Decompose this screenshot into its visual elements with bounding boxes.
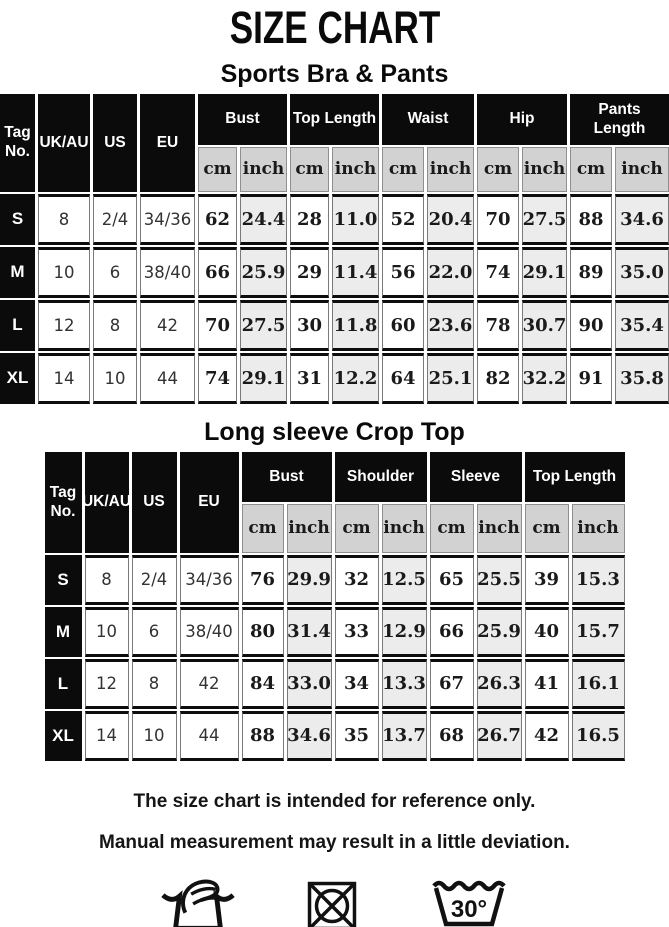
size-value: 10 <box>93 353 137 404</box>
cm-value: 40 <box>525 607 569 657</box>
table-title-long-sleeve-crop-top: Long sleeve Crop Top <box>204 418 465 446</box>
laundry-care-icons <box>0 867 669 927</box>
inch-value: 11.8 <box>332 300 379 351</box>
size-chart-page <box>0 2 669 927</box>
size-value: 6 <box>132 607 177 657</box>
inch-value: 25.9 <box>477 607 522 657</box>
inch-value: 11.4 <box>332 247 379 298</box>
inch-value: 35.0 <box>615 247 669 298</box>
cm-value: 82 <box>477 353 519 404</box>
column-header-tag-no: Tag No. <box>0 94 35 192</box>
inch-value: 16.1 <box>572 659 625 709</box>
size-value: 6 <box>93 247 137 298</box>
inch-value: 33.0 <box>287 659 332 709</box>
size-value: 8 <box>38 194 90 245</box>
size-value: 34/36 <box>140 194 195 245</box>
inch-value: 30.7 <box>522 300 567 351</box>
cm-value: 78 <box>477 300 519 351</box>
cm-value: 62 <box>198 194 237 245</box>
inch-value: 31.4 <box>287 607 332 657</box>
size-value: 2/4 <box>132 555 177 605</box>
inch-value: 13.3 <box>382 659 427 709</box>
inch-value: 34.6 <box>287 711 332 761</box>
cm-value: 29 <box>290 247 329 298</box>
column-header-bust: Bust <box>198 94 287 145</box>
inch-value: 26.7 <box>477 711 522 761</box>
page-title-row <box>0 2 669 54</box>
cm-value: 66 <box>198 247 237 298</box>
inch-value: 29.1 <box>522 247 567 298</box>
inch-value: 12.5 <box>382 555 427 605</box>
unit-header-cm: cm <box>335 504 379 553</box>
inch-value: 27.5 <box>522 194 567 245</box>
reference-note: The size chart is intended for reference only. <box>133 791 536 812</box>
unit-header-cm: cm <box>477 147 519 192</box>
column-header-uk-au: UK/AU <box>85 452 129 553</box>
cm-value: 90 <box>570 300 612 351</box>
inch-value: 25.5 <box>477 555 522 605</box>
size-value: 34/36 <box>180 555 239 605</box>
inch-value: 35.8 <box>615 353 669 404</box>
unit-header-inch: inch <box>615 147 669 192</box>
cm-value: 91 <box>570 353 612 404</box>
unit-header-inch: inch <box>287 504 332 553</box>
inch-value: 12.2 <box>332 353 379 404</box>
inch-value: 15.7 <box>572 607 625 657</box>
unit-header-inch: inch <box>477 504 522 553</box>
unit-header-inch: inch <box>382 504 427 553</box>
cm-value: 67 <box>430 659 474 709</box>
column-header-hip: Hip <box>477 94 567 145</box>
size-value: 42 <box>140 300 195 351</box>
size-value: 10 <box>38 247 90 298</box>
column-header-top-length: Top Length <box>290 94 379 145</box>
unit-header-cm: cm <box>430 504 474 553</box>
row-tag-s: S <box>45 555 82 605</box>
cm-value: 56 <box>382 247 424 298</box>
inch-value: 12.9 <box>382 607 427 657</box>
cm-value: 74 <box>198 353 237 404</box>
size-table-sports-bra-pants <box>0 94 669 404</box>
cm-value: 32 <box>335 555 379 605</box>
row-tag-m: M <box>0 247 35 298</box>
cm-value: 33 <box>335 607 379 657</box>
cm-value: 65 <box>430 555 474 605</box>
column-header-pants-length: Pants Length <box>570 94 669 145</box>
unit-header-cm: cm <box>525 504 569 553</box>
inch-value: 11.0 <box>332 194 379 245</box>
size-value: 8 <box>93 300 137 351</box>
cm-value: 31 <box>290 353 329 404</box>
cm-value: 88 <box>570 194 612 245</box>
size-value: 14 <box>38 353 90 404</box>
page-title: SIZE CHART <box>229 2 440 53</box>
cm-value: 30 <box>290 300 329 351</box>
column-header-bust: Bust <box>242 452 332 502</box>
size-table-long-sleeve-crop-top <box>45 452 625 761</box>
column-header-waist: Waist <box>382 94 474 145</box>
cm-value: 80 <box>242 607 284 657</box>
cm-value: 70 <box>477 194 519 245</box>
size-value: 38/40 <box>180 607 239 657</box>
unit-header-cm: cm <box>198 147 237 192</box>
cm-value: 66 <box>430 607 474 657</box>
inch-value: 35.4 <box>615 300 669 351</box>
row-tag-m: M <box>45 607 82 657</box>
inch-value: 25.9 <box>240 247 287 298</box>
cm-value: 68 <box>430 711 474 761</box>
column-header-shoulder: Shoulder <box>335 452 427 502</box>
inch-value: 34.6 <box>615 194 669 245</box>
inch-value: 25.1 <box>427 353 474 404</box>
row-tag-xl: XL <box>0 353 35 404</box>
unit-header-inch: inch <box>427 147 474 192</box>
row-tag-s: S <box>0 194 35 245</box>
cm-value: 70 <box>198 300 237 351</box>
column-header-eu: EU <box>140 94 195 192</box>
column-header-uk-au: UK/AU <box>38 94 90 192</box>
do-not-tumble-dry-icon <box>301 873 363 927</box>
cm-value: 39 <box>525 555 569 605</box>
inch-value: 23.6 <box>427 300 474 351</box>
deviation-note: Manual measurement may result in a little deviation. <box>99 832 570 853</box>
inch-value: 15.3 <box>572 555 625 605</box>
cm-value: 64 <box>382 353 424 404</box>
unit-header-inch: inch <box>572 504 625 553</box>
cm-value: 76 <box>242 555 284 605</box>
cm-value: 41 <box>525 659 569 709</box>
cm-value: 74 <box>477 247 519 298</box>
size-value: 8 <box>132 659 177 709</box>
inch-value: 22.0 <box>427 247 474 298</box>
unit-header-inch: inch <box>332 147 379 192</box>
column-header-sleeve: Sleeve <box>430 452 522 502</box>
size-value: 8 <box>85 555 129 605</box>
size-value: 2/4 <box>93 194 137 245</box>
size-value: 38/40 <box>140 247 195 298</box>
unit-header-cm: cm <box>570 147 612 192</box>
size-value: 44 <box>180 711 239 761</box>
wash-30-degrees-icon <box>427 867 511 927</box>
inch-value: 29.1 <box>240 353 287 404</box>
column-header-us: US <box>93 94 137 192</box>
column-header-eu: EU <box>180 452 239 553</box>
size-value: 12 <box>38 300 90 351</box>
column-header-us: US <box>132 452 177 553</box>
cm-value: 52 <box>382 194 424 245</box>
unit-header-inch: inch <box>240 147 287 192</box>
inch-value: 24.4 <box>240 194 287 245</box>
cm-value: 60 <box>382 300 424 351</box>
cm-value: 42 <box>525 711 569 761</box>
unit-header-cm: cm <box>290 147 329 192</box>
row-tag-l: L <box>0 300 35 351</box>
inch-value: 27.5 <box>240 300 287 351</box>
size-value: 14 <box>85 711 129 761</box>
cm-value: 34 <box>335 659 379 709</box>
cm-value: 28 <box>290 194 329 245</box>
size-value: 10 <box>85 607 129 657</box>
unit-header-inch: inch <box>522 147 567 192</box>
size-value: 12 <box>85 659 129 709</box>
unit-header-cm: cm <box>242 504 284 553</box>
table-title-sports-bra-pants: Sports Bra & Pants <box>220 60 449 88</box>
inch-value: 26.3 <box>477 659 522 709</box>
inch-value: 20.4 <box>427 194 474 245</box>
hand-wash-icon <box>159 867 237 927</box>
row-tag-l: L <box>45 659 82 709</box>
cm-value: 88 <box>242 711 284 761</box>
inch-value: 16.5 <box>572 711 625 761</box>
cm-value: 84 <box>242 659 284 709</box>
inch-value: 32.2 <box>522 353 567 404</box>
cm-value: 35 <box>335 711 379 761</box>
inch-value: 13.7 <box>382 711 427 761</box>
size-value: 44 <box>140 353 195 404</box>
column-header-top-length: Top Length <box>525 452 625 502</box>
cm-value: 89 <box>570 247 612 298</box>
size-value: 42 <box>180 659 239 709</box>
row-tag-xl: XL <box>45 711 82 761</box>
svg-text:30°: 30° <box>450 896 487 923</box>
size-value: 10 <box>132 711 177 761</box>
unit-header-cm: cm <box>382 147 424 192</box>
column-header-tag-no: Tag No. <box>45 452 82 553</box>
inch-value: 29.9 <box>287 555 332 605</box>
